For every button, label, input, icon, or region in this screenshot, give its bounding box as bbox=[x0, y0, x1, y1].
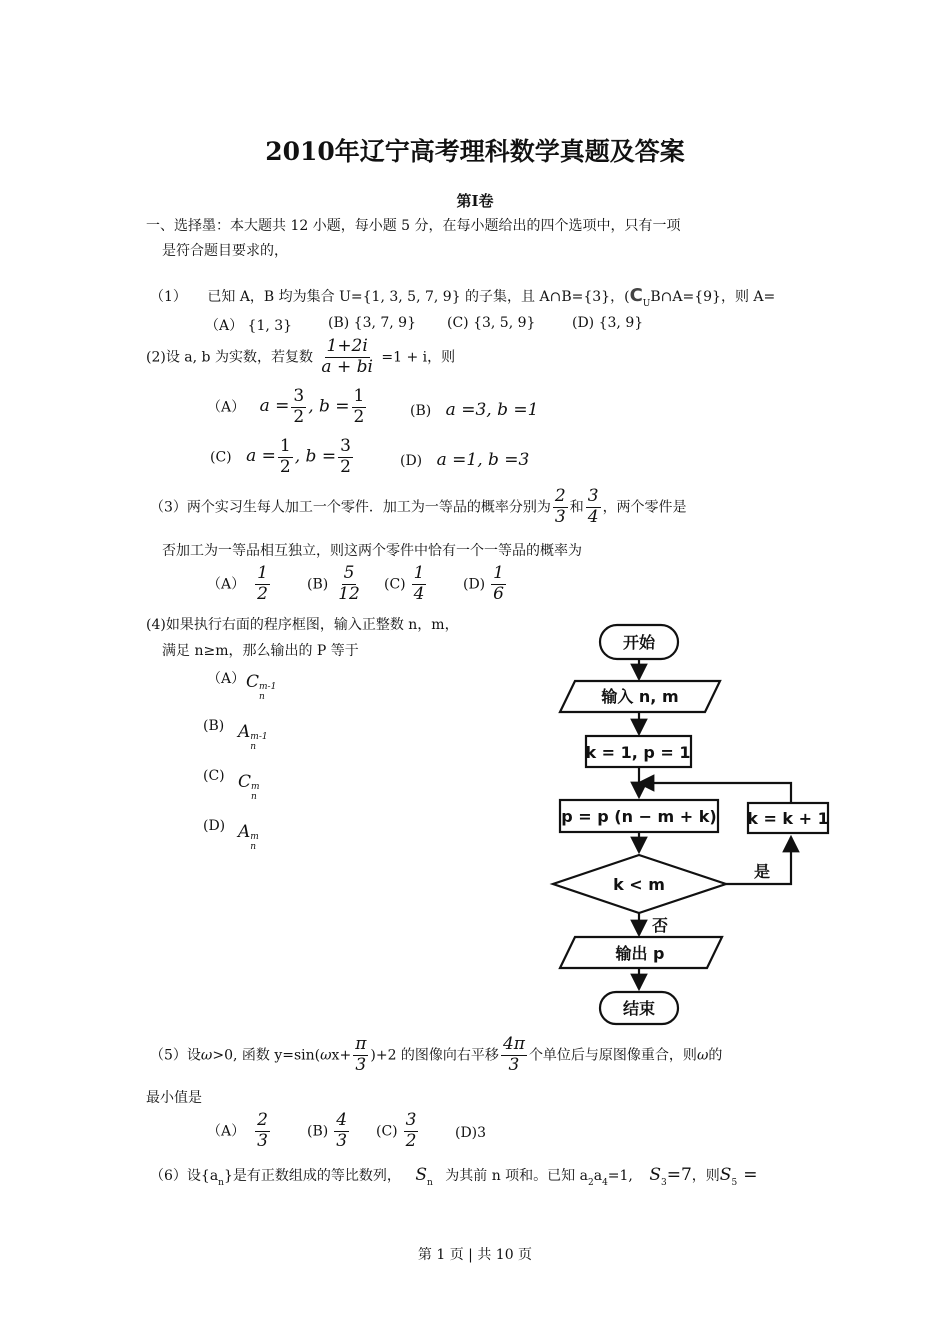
q4-d-base: A bbox=[238, 822, 251, 842]
q5-omega-2: ω bbox=[320, 1047, 332, 1064]
q6-a4-sub: 4 bbox=[602, 1178, 608, 1188]
q3-d-num: 1 bbox=[493, 563, 504, 583]
q5-pi-den: 3 bbox=[355, 1054, 367, 1075]
q4-b-sub: n bbox=[250, 741, 257, 752]
q2-a-b: , b = bbox=[308, 396, 350, 417]
q3-b-den: 12 bbox=[338, 583, 360, 604]
q3-b-num: 5 bbox=[343, 563, 355, 583]
q3-c-num: 1 bbox=[413, 563, 425, 583]
q5-a-frac bbox=[255, 1112, 270, 1151]
q4-a-sub: n bbox=[259, 691, 265, 702]
q4-line-1: (4)如果执行右面的程序框图，输入正整数 n，m， bbox=[146, 617, 459, 633]
q2-option-a bbox=[207, 388, 368, 427]
q1-option-d: (D) {3, 9} bbox=[572, 315, 644, 331]
q4-option-a bbox=[207, 668, 245, 688]
q2-d-label: (D) bbox=[400, 453, 423, 469]
q5-shift-den: 3 bbox=[508, 1054, 520, 1075]
question-6 bbox=[150, 1165, 757, 1188]
q4-c-label: (C) bbox=[203, 768, 225, 784]
flowchart-init-label: k = 1, p = 1 bbox=[585, 743, 691, 762]
q5-a-label: （A） bbox=[207, 1123, 246, 1140]
q2-frac-den: a + bi bbox=[321, 356, 373, 377]
q5-option-a bbox=[207, 1112, 272, 1151]
q5-c-frac bbox=[404, 1112, 419, 1151]
q3-p1-num: 2 bbox=[554, 486, 566, 506]
q4-c-base: C bbox=[238, 772, 252, 792]
q5-b-frac bbox=[334, 1112, 349, 1151]
q6-sn-sub: n bbox=[427, 1178, 433, 1188]
flowchart-process-label: p = p (n − m + k) bbox=[561, 807, 717, 826]
q5-shift-frac bbox=[501, 1036, 527, 1075]
page-footer: 第 1 页 | 共 10 页 bbox=[417, 1247, 533, 1263]
q3-option-b bbox=[307, 565, 364, 604]
q3-a-frac bbox=[255, 565, 270, 604]
q4-c-sub: n bbox=[251, 791, 257, 802]
q3-c-frac bbox=[412, 565, 427, 604]
q3-p2 bbox=[586, 488, 601, 527]
q5-c-den: 2 bbox=[405, 1130, 417, 1151]
q4-d-expr bbox=[238, 822, 259, 853]
q6-a2-sub: 2 bbox=[587, 1178, 594, 1188]
q4-b-expr bbox=[238, 722, 268, 753]
q6-s5-val: = bbox=[743, 1165, 758, 1185]
q3-d-label: (D) bbox=[463, 576, 486, 593]
q2-c-frac1 bbox=[278, 438, 293, 477]
q4-option-b bbox=[203, 718, 224, 734]
q2-c-frac2-num: 3 bbox=[340, 436, 351, 456]
q5-pi-frac bbox=[353, 1036, 368, 1075]
q5-a-den: 3 bbox=[257, 1130, 268, 1151]
q2-c-frac1-den: 2 bbox=[279, 456, 291, 477]
q3-lead: （3）两个实习生每人加工一个零件．加工为一等品的概率分别为 bbox=[150, 499, 551, 516]
q4-line-2: 满足 n≥m，那么输出的 P 等于 bbox=[162, 643, 359, 659]
q3-a-label: （A） bbox=[207, 576, 246, 593]
q4-a-base: C bbox=[246, 672, 260, 692]
q5-omega-3: ω bbox=[696, 1047, 709, 1064]
q2-c-frac2 bbox=[338, 438, 353, 477]
q4-b-sup: m-1 bbox=[250, 732, 268, 742]
q2-a-frac1-den: 2 bbox=[293, 406, 305, 427]
q2-b-label: (B) bbox=[410, 403, 432, 419]
program-flowchart bbox=[540, 615, 840, 1030]
question-1 bbox=[150, 285, 775, 309]
q2-fraction bbox=[319, 338, 375, 377]
q3-and: 和 bbox=[569, 499, 584, 516]
q6-sn: S bbox=[415, 1165, 427, 1185]
q6-s5: S bbox=[719, 1165, 732, 1185]
q3-a-den: 2 bbox=[257, 583, 268, 604]
q2-a-frac2 bbox=[352, 388, 367, 427]
q6-text-b: }是有正数组成的等比数列， bbox=[223, 1168, 401, 1184]
question-2 bbox=[146, 338, 455, 377]
q5-option-b bbox=[307, 1112, 351, 1151]
q6-text-e: ，则 bbox=[691, 1168, 720, 1184]
question-3 bbox=[150, 488, 687, 527]
q2-frac-num: 1+2i bbox=[326, 336, 368, 356]
q3-a-num: 1 bbox=[257, 563, 268, 583]
q5-a-num: 2 bbox=[257, 1110, 268, 1130]
q4-d-sub: n bbox=[250, 841, 257, 852]
q6-text-c: 为其前 n 项和。已知 a bbox=[445, 1168, 588, 1184]
q6-s5-sub: 5 bbox=[731, 1178, 738, 1188]
q1-option-b: (B) {3, 7, 9} bbox=[328, 315, 416, 331]
q5-line-2: 最小值是 bbox=[146, 1090, 202, 1106]
q4-b-base: A bbox=[238, 722, 251, 742]
q5-text-b: x+ bbox=[331, 1047, 352, 1064]
flowchart-start-label: 开始 bbox=[622, 633, 656, 652]
q5-shift-num: 4π bbox=[502, 1034, 525, 1054]
q3-d-frac bbox=[491, 565, 506, 604]
complement-sub: U bbox=[642, 299, 651, 309]
q1-text-a: 已知 A，B 均为集合 U={1, 3, 5, 7, 9} 的子集，且 A∩B={3}，( bbox=[207, 289, 630, 305]
q1-text-b: B∩A={9}，则 A= bbox=[650, 289, 776, 305]
q2-a-frac2-num: 1 bbox=[353, 386, 365, 406]
q4-a-label: （A） bbox=[207, 671, 246, 687]
q5-text-e: 的 bbox=[708, 1047, 723, 1064]
q2-c-frac2-den: 2 bbox=[340, 456, 351, 477]
q4-c-expr bbox=[238, 772, 260, 803]
q5-c-label: (C) bbox=[376, 1123, 398, 1140]
q4-c-sup: m bbox=[251, 782, 260, 792]
question-5 bbox=[150, 1036, 722, 1075]
q5-b-num: 4 bbox=[336, 1110, 348, 1130]
q5-option-d bbox=[455, 1125, 486, 1141]
volume-heading: 第Ⅰ卷 bbox=[456, 192, 494, 210]
q2-c-label: (C) bbox=[210, 449, 232, 466]
flowchart-no-label: 否 bbox=[651, 916, 669, 935]
q3-p2-den: 4 bbox=[587, 506, 599, 527]
q2-b-val: a =3, b =1 bbox=[445, 400, 539, 420]
q5-omega: ω bbox=[200, 1047, 213, 1064]
q5-b-den: 3 bbox=[336, 1130, 348, 1151]
q2-a-a: a = bbox=[259, 396, 290, 417]
flowchart-end-label: 结束 bbox=[622, 999, 656, 1018]
q4-option-d bbox=[203, 818, 225, 834]
q6-an-sub: n bbox=[218, 1178, 224, 1188]
q5-d-label: (D) bbox=[455, 1125, 478, 1141]
flowchart-condition-label: k < m bbox=[613, 875, 665, 894]
q2-option-d bbox=[400, 450, 529, 470]
q5-d-val: 3 bbox=[477, 1125, 487, 1141]
q5-lead: （5）设 bbox=[150, 1047, 201, 1064]
q1-number: （1） bbox=[150, 289, 187, 305]
q4-a-sup: m-1 bbox=[259, 682, 277, 692]
section-heading-cont: 是符合题目要求的， bbox=[162, 243, 288, 259]
q2-a-frac1 bbox=[291, 388, 306, 427]
q5-text-d: 个单位后与原图像重合，则 bbox=[528, 1047, 697, 1064]
q3-tail: ，两个零件是 bbox=[602, 499, 687, 516]
q2-c-frac1-num: 1 bbox=[279, 436, 291, 456]
flowchart-yes-label: 是 bbox=[753, 862, 771, 881]
q3-c-den: 4 bbox=[413, 583, 425, 604]
q3-p1-den: 3 bbox=[554, 506, 566, 527]
q2-rhs: =1 + i，则 bbox=[381, 349, 456, 366]
q5-option-c bbox=[376, 1112, 420, 1151]
q4-option-c bbox=[203, 768, 225, 784]
q2-a-frac2-den: 2 bbox=[353, 406, 365, 427]
complement-symbol: C bbox=[629, 285, 643, 306]
q4-a-expr bbox=[246, 672, 276, 703]
flowchart-output-label: 输出 p bbox=[615, 944, 665, 963]
q6-s3: S bbox=[649, 1165, 661, 1185]
q6-s3-sub: 3 bbox=[661, 1178, 667, 1188]
q5-text-c: )+2 的图像向右平移 bbox=[370, 1047, 499, 1064]
q4-b-label: (B) bbox=[203, 718, 225, 734]
q2-a-frac1-num: 3 bbox=[293, 386, 305, 406]
q5-c-num: 3 bbox=[405, 1110, 417, 1130]
q5-b-label: (B) bbox=[307, 1123, 329, 1140]
q3-option-c bbox=[384, 565, 428, 604]
q3-c-label: (C) bbox=[384, 576, 406, 593]
q2-d-val: a =1, b =3 bbox=[436, 450, 530, 470]
q1-option-a: （A） {1, 3} bbox=[205, 318, 293, 334]
q6-a4: a bbox=[593, 1168, 603, 1184]
q3-line-2: 否加工为一等品相互独立，则这两个零件中恰有一个一等品的概率为 bbox=[162, 543, 582, 559]
q5-pi-num: π bbox=[355, 1034, 367, 1054]
q3-p1 bbox=[553, 488, 568, 527]
q6-text-a: （6）设{a bbox=[150, 1168, 219, 1184]
q2-option-b bbox=[410, 400, 538, 420]
q2-c-a: a = bbox=[246, 446, 276, 467]
q3-b-frac bbox=[336, 565, 362, 604]
page-title: 2010年辽宁高考理科数学真题及答案 bbox=[265, 137, 685, 166]
q3-p2-num: 3 bbox=[587, 486, 599, 506]
q2-lead: (2)设 a, b 为实数，若复数 bbox=[146, 349, 313, 366]
q5-text-a: >0, 函数 y=sin( bbox=[212, 1047, 321, 1064]
q2-option-c bbox=[210, 438, 355, 477]
q3-option-a bbox=[207, 565, 272, 604]
q6-text-d: =1, bbox=[607, 1168, 633, 1184]
q6-s3-val: =7 bbox=[666, 1165, 692, 1185]
q4-d-sup: m bbox=[250, 832, 259, 842]
q1-option-c: (C) {3, 5, 9} bbox=[447, 315, 536, 331]
q2-c-b: , b = bbox=[294, 446, 337, 467]
q3-option-d bbox=[463, 565, 508, 604]
q4-d-label: (D) bbox=[203, 818, 226, 834]
q3-b-label: (B) bbox=[307, 576, 329, 593]
q3-d-den: 6 bbox=[493, 583, 504, 604]
section-heading: 一、选择墨：本大题共 12 小题，每小题 5 分，在每小题给出的四个选项中，只有一项 bbox=[146, 218, 681, 234]
flowchart-increment-label: k = k + 1 bbox=[747, 809, 829, 828]
q2-a-label: （A） bbox=[207, 399, 246, 416]
flowchart-input-label: 输入 n, m bbox=[601, 687, 679, 706]
